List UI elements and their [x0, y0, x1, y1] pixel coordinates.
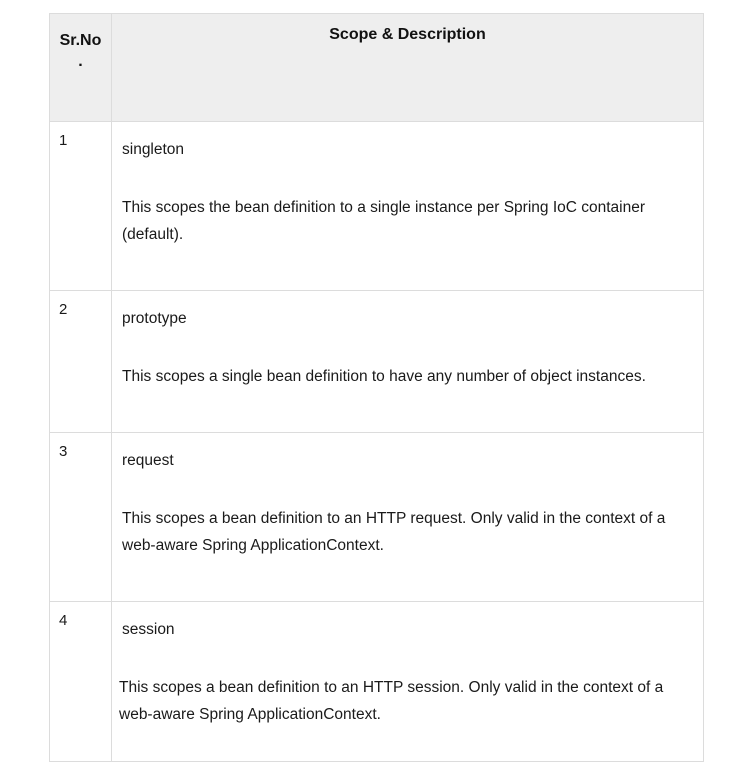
- scope-name: prototype: [122, 310, 187, 327]
- header-sr-no: [50, 14, 112, 122]
- scope-description: This scopes a bean definition to an HTTP session. Only valid in the context of a web-aware Spring ApplicationContext.: [119, 679, 664, 723]
- header-scope-description: Scope & Description: [112, 14, 704, 122]
- header-sr-no-dot: .: [78, 53, 83, 70]
- row-number: 2: [50, 291, 112, 433]
- row-description-cell: [112, 122, 704, 291]
- row-number: 4: [50, 602, 112, 762]
- scope-name: request: [122, 452, 174, 469]
- scope-name: singleton: [122, 141, 185, 158]
- row-number: 3: [50, 433, 112, 602]
- scope-description: This scopes a single bean definition to have any number of object instances.: [122, 368, 646, 385]
- row-description-cell: [112, 602, 704, 762]
- row-description-cell: [112, 291, 704, 433]
- scope-name: session: [122, 621, 175, 638]
- table-header-row: [50, 14, 704, 122]
- table-row: [50, 291, 704, 433]
- table-row: [50, 433, 704, 602]
- row-description-cell: [112, 433, 704, 602]
- header-sr-no-label: Sr.No: [59, 32, 102, 49]
- scope-description: This scopes the bean definition to a single instance per Spring IoC container (default).: [122, 199, 646, 243]
- row-number: 1: [50, 122, 112, 291]
- scope-description: This scopes a bean definition to an HTTP request. Only valid in the context of a web-aware Spring ApplicationContext.: [122, 510, 666, 554]
- table-row: [50, 602, 704, 762]
- table-row: [50, 122, 704, 291]
- bean-scopes-table: [49, 13, 704, 762]
